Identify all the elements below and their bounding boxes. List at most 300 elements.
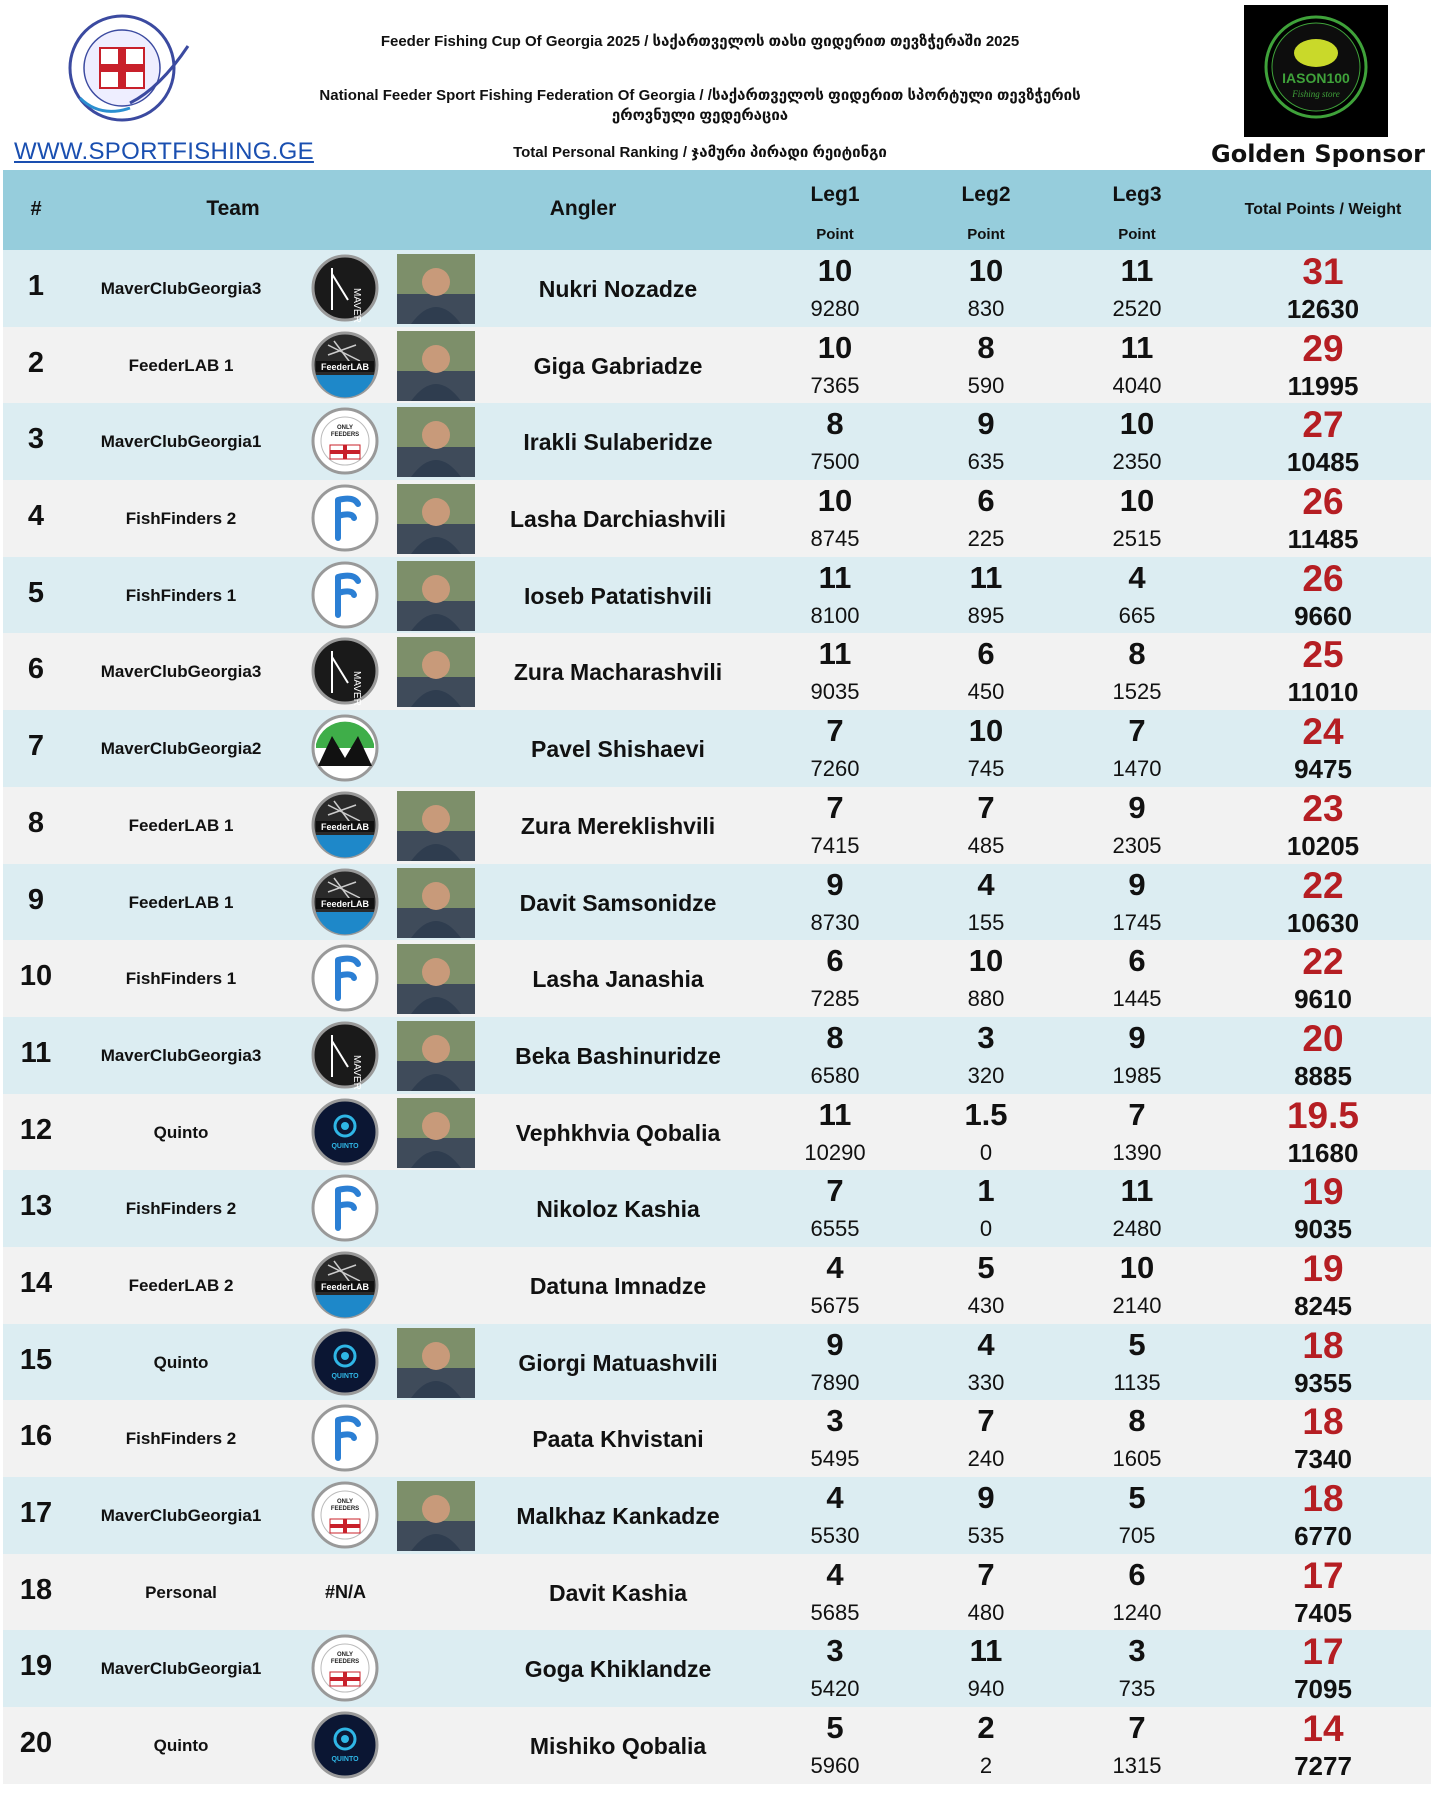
svg-text:FEEDERS: FEEDERS xyxy=(330,1506,360,1512)
maver-logo-icon xyxy=(308,637,383,706)
ranking-table xyxy=(3,170,1431,1784)
rank-cell: 7 xyxy=(27,730,45,763)
sponsor-logo-subtext: Fishing store xyxy=(1292,89,1340,99)
leg1-points: 6 xyxy=(826,943,844,979)
svg-text:FEEDERS: FEEDERS xyxy=(330,432,360,439)
total-points: 23 xyxy=(1302,787,1344,829)
quinto-logo-icon xyxy=(308,1328,383,1397)
angler-name: Zura Macharashvili xyxy=(513,659,723,686)
angler-photo xyxy=(397,1098,475,1168)
angler-name: Davit Kashia xyxy=(548,1579,688,1606)
mountain-logo-icon xyxy=(308,714,383,783)
leg2-points: 6 xyxy=(977,636,995,672)
angler-photo xyxy=(397,791,475,861)
angler-name: Mishiko Qobalia xyxy=(529,1733,707,1760)
leg1-weight: 7260 xyxy=(810,756,860,782)
angler-photo xyxy=(397,331,475,401)
leg3-points: 7 xyxy=(1128,713,1146,749)
angler-name: Lasha Janashia xyxy=(532,966,704,993)
leg3-weight: 2305 xyxy=(1112,832,1162,858)
leg2-points: 7 xyxy=(977,1403,995,1439)
total-points: 26 xyxy=(1302,557,1344,599)
rank-cell: 19 xyxy=(19,1650,53,1683)
angler-photo xyxy=(397,637,475,707)
leg2-points: 6 xyxy=(977,483,995,519)
ranking-title: Total Personal Ranking / ჯამური პირადი რეიტინგი xyxy=(513,144,887,161)
rank-cell: 11 xyxy=(20,1036,52,1069)
table-row xyxy=(3,1554,1431,1631)
leg2-weight: 590 xyxy=(967,372,1005,398)
leg3-points: 9 xyxy=(1128,789,1146,825)
total-points: 20 xyxy=(1302,1017,1344,1059)
team-name: Personal xyxy=(145,1582,217,1602)
sponsor-logo xyxy=(1244,5,1388,137)
total-weight: 10485 xyxy=(1286,447,1360,478)
leg1-points: 9 xyxy=(826,866,844,902)
leg3-weight: 1390 xyxy=(1112,1139,1162,1165)
leg3-points: 9 xyxy=(1128,866,1146,902)
table-row xyxy=(3,1707,1431,1784)
fishfinders-logo-icon xyxy=(308,484,383,553)
col-leg1-header: Leg1 xyxy=(810,183,860,206)
team-name: MaverClubGeorgia3 xyxy=(100,1045,262,1065)
total-points: 22 xyxy=(1302,864,1344,906)
table-row xyxy=(3,327,1431,404)
fishfinders-logo-icon xyxy=(308,1404,383,1473)
leg3-points: 10 xyxy=(1119,483,1155,519)
leg1-weight: 7365 xyxy=(810,372,860,398)
leg2-weight: 225 xyxy=(967,526,1005,552)
leg1-points: 4 xyxy=(826,1249,844,1285)
leg2-weight: 535 xyxy=(967,1523,1005,1548)
total-points: 27 xyxy=(1302,404,1344,446)
table-row xyxy=(3,1630,1431,1707)
leg2-weight: 830 xyxy=(967,296,1005,321)
rank-cell: 1 xyxy=(27,270,45,302)
leg3-points: 8 xyxy=(1128,636,1146,672)
leg1-points: 3 xyxy=(826,1403,844,1439)
leg3-weight: 2515 xyxy=(1112,526,1162,552)
sponsor-logo-text: IASON100 xyxy=(1282,70,1350,86)
angler-name: Nukri Nozadze xyxy=(538,276,698,302)
leg3-points: 9 xyxy=(1128,1019,1146,1055)
angler-name: Zura Mereklishvili xyxy=(520,812,716,839)
total-points: 19.5 xyxy=(1286,1094,1359,1136)
col-team-header: Team xyxy=(206,197,260,220)
total-points: 24 xyxy=(1302,711,1344,753)
leg3-weight: 1985 xyxy=(1112,1062,1162,1088)
leg2-points: 4 xyxy=(977,866,995,902)
leg1-weight: 8730 xyxy=(810,909,860,935)
angler-name: Vephkhvia Qobalia xyxy=(515,1119,721,1146)
leg3-weight: 705 xyxy=(1118,1523,1156,1548)
leg1-points: 10 xyxy=(817,483,853,519)
total-weight: 12630 xyxy=(1286,294,1360,324)
total-points: 25 xyxy=(1302,634,1344,676)
angler-name: Lasha Darchiashvili xyxy=(509,506,727,533)
table-row xyxy=(3,1477,1431,1554)
leg1-points: 8 xyxy=(826,406,844,442)
col-angler-header: Angler xyxy=(549,197,617,220)
angler-photo xyxy=(397,1328,475,1398)
feederlab-logo-icon xyxy=(308,1251,383,1320)
col-leg1-sub: Point xyxy=(816,226,854,243)
team-name: FishFinders 2 xyxy=(125,1199,237,1219)
leg2-weight: 940 xyxy=(967,1676,1005,1702)
leg2-points: 2 xyxy=(977,1710,995,1746)
fishfinders-logo-icon xyxy=(308,944,383,1013)
leg1-weight: 5495 xyxy=(810,1446,860,1472)
angler-photo xyxy=(397,484,475,554)
leg1-weight: 5675 xyxy=(810,1292,860,1318)
website-link[interactable]: WWW.SPORTFISHING.GE xyxy=(14,138,314,165)
total-points: 19 xyxy=(1302,1247,1344,1289)
svg-text:QUINTO: QUINTO xyxy=(331,1372,359,1380)
svg-text:FEEDERS: FEEDERS xyxy=(330,1659,360,1666)
team-name: MaverClubGeorgia3 xyxy=(100,662,262,682)
angler-name: Giga Gabriadze xyxy=(533,352,703,379)
table-row xyxy=(3,480,1431,557)
leg2-weight: 430 xyxy=(967,1292,1005,1318)
total-weight: 11995 xyxy=(1287,370,1359,401)
team-logo-missing: #N/A xyxy=(324,1581,366,1602)
rank-cell: 15 xyxy=(19,1343,53,1376)
rank-cell: 10 xyxy=(19,960,53,993)
leg3-weight: 1135 xyxy=(1113,1369,1161,1395)
maver-logo-icon xyxy=(308,1021,383,1090)
angler-name: Goga Khiklandze xyxy=(524,1656,712,1683)
leg3-weight: 1745 xyxy=(1112,909,1162,935)
total-weight: 11010 xyxy=(1287,677,1359,708)
team-name: FeederLAB 1 xyxy=(128,815,234,835)
total-points: 18 xyxy=(1302,1324,1344,1366)
leg1-weight: 5685 xyxy=(810,1599,860,1625)
table-row xyxy=(3,1094,1431,1171)
total-weight: 7340 xyxy=(1294,1444,1352,1475)
leg2-weight: 450 xyxy=(967,679,1005,705)
only-feeders-logo-icon xyxy=(308,1481,383,1550)
angler-name: Malkhaz Kankadze xyxy=(516,1503,720,1529)
fishfinders-logo-icon xyxy=(308,1174,383,1243)
angler-name: Beka Bashinuridze xyxy=(515,1042,721,1069)
angler-photo xyxy=(397,561,475,631)
svg-text:ONLY: ONLY xyxy=(336,1499,354,1505)
rank-cell: 20 xyxy=(19,1727,53,1760)
leg3-points: 6 xyxy=(1128,1556,1146,1592)
col-leg2-sub: Point xyxy=(967,226,1005,243)
total-points: 17 xyxy=(1302,1631,1344,1673)
col-leg3-header: Leg3 xyxy=(1112,183,1162,206)
leg1-points: 11 xyxy=(818,636,852,672)
table-header xyxy=(3,170,1431,250)
table-row xyxy=(3,250,1431,327)
leg2-weight: 0 xyxy=(979,1139,993,1165)
leg2-points: 7 xyxy=(977,789,995,825)
total-points: 31 xyxy=(1302,251,1344,292)
total-points: 19 xyxy=(1302,1171,1344,1213)
svg-text:MAVER: MAVER xyxy=(351,1054,362,1090)
leg2-weight: 330 xyxy=(967,1369,1005,1395)
leg2-points: 3 xyxy=(977,1019,995,1055)
total-weight: 11485 xyxy=(1287,524,1359,555)
leg2-points: 1 xyxy=(977,1173,995,1209)
col-total-header: Total Points / Weight xyxy=(1244,201,1402,218)
rank-cell: 2 xyxy=(27,346,45,379)
cup-title: Feeder Fishing Cup Of Georgia 2025 / საქართველოს თასი ფიდერით თევზჭერაში 2025 xyxy=(380,33,1020,50)
leg1-points: 9 xyxy=(826,1326,844,1362)
leg3-weight: 735 xyxy=(1118,1676,1156,1702)
total-weight: 9355 xyxy=(1294,1367,1352,1398)
leg2-points: 8 xyxy=(977,329,995,365)
total-weight: 11680 xyxy=(1287,1137,1359,1168)
table-row xyxy=(3,1324,1431,1401)
leg1-weight: 6580 xyxy=(810,1062,860,1088)
table-row xyxy=(3,1247,1431,1324)
leg3-weight: 1525 xyxy=(1112,679,1162,705)
total-weight: 9035 xyxy=(1294,1214,1352,1245)
federation-logo-icon xyxy=(60,8,200,133)
rank-cell: 3 xyxy=(27,423,45,456)
leg2-points: 11 xyxy=(969,559,1003,595)
leg1-points: 7 xyxy=(826,713,844,749)
angler-name: Paata Khvistani xyxy=(532,1426,704,1453)
team-name: FishFinders 1 xyxy=(125,585,237,605)
team-name: FeederLAB 2 xyxy=(128,1275,234,1295)
leg2-points: 4 xyxy=(977,1326,995,1362)
table-row xyxy=(3,1400,1431,1477)
svg-text:MAVER: MAVER xyxy=(351,288,362,323)
angler-name: Datuna Imnadze xyxy=(529,1272,707,1299)
col-leg2-header: Leg2 xyxy=(961,183,1011,206)
team-name: MaverClubGeorgia2 xyxy=(100,739,262,759)
total-weight: 10205 xyxy=(1286,830,1360,861)
leg1-points: 5 xyxy=(826,1710,844,1746)
page-header xyxy=(0,0,1434,170)
leg3-points: 3 xyxy=(1128,1633,1146,1669)
leg2-weight: 0 xyxy=(979,1216,993,1242)
col-rank-header: # xyxy=(30,198,42,220)
rank-cell: 18 xyxy=(19,1573,53,1606)
rank-cell: 13 xyxy=(19,1190,53,1223)
leg2-points: 10 xyxy=(968,253,1004,288)
leg3-points: 11 xyxy=(1120,329,1154,365)
angler-photo xyxy=(397,407,475,477)
svg-text:FeederLAB: FeederLAB xyxy=(320,821,370,832)
leg2-points: 1.5 xyxy=(964,1096,1008,1132)
angler-photo xyxy=(397,868,475,938)
leg1-weight: 7500 xyxy=(810,449,860,475)
quinto-logo-icon xyxy=(308,1711,383,1780)
table-row xyxy=(3,557,1431,634)
leg1-weight: 5530 xyxy=(810,1523,860,1548)
total-points: 18 xyxy=(1302,1478,1344,1519)
leg1-weight: 7285 xyxy=(810,986,860,1012)
leg1-points: 10 xyxy=(817,253,853,288)
only-feeders-logo-icon xyxy=(308,407,383,476)
angler-name: Ioseb Patatishvili xyxy=(524,582,712,609)
table-body xyxy=(3,250,1431,1784)
leg1-points: 4 xyxy=(826,1556,844,1592)
fishfinders-logo-icon xyxy=(308,561,383,630)
leg1-weight: 5420 xyxy=(810,1676,860,1702)
svg-text:FeederLAB: FeederLAB xyxy=(320,898,370,909)
leg3-weight: 1240 xyxy=(1112,1599,1162,1625)
leg1-points: 3 xyxy=(826,1633,844,1669)
total-weight: 8245 xyxy=(1294,1290,1352,1321)
leg2-weight: 2 xyxy=(979,1753,993,1779)
team-name: FeederLAB 1 xyxy=(128,892,234,912)
total-points: 14 xyxy=(1302,1708,1344,1750)
total-weight: 10630 xyxy=(1286,907,1360,938)
angler-name: Pavel Shishaevi xyxy=(531,736,705,763)
total-weight: 9610 xyxy=(1294,984,1352,1015)
total-weight: 7277 xyxy=(1294,1751,1352,1782)
angler-name: Irakli Sulaberidze xyxy=(523,429,713,456)
rank-cell: 9 xyxy=(27,883,45,916)
only-feeders-logo-icon xyxy=(308,1634,383,1703)
leg3-weight: 1315 xyxy=(1112,1753,1162,1779)
leg2-weight: 240 xyxy=(967,1446,1005,1472)
team-name: MaverClubGeorgia1 xyxy=(100,432,262,452)
svg-text:ONLY: ONLY xyxy=(336,1652,354,1659)
table-row xyxy=(3,1017,1431,1094)
leg3-points: 5 xyxy=(1128,1480,1146,1515)
leg1-weight: 9035 xyxy=(810,679,860,705)
maver-logo-icon xyxy=(308,254,383,323)
rank-cell: 4 xyxy=(27,500,45,533)
leg2-points: 9 xyxy=(977,406,995,442)
svg-text:QUINTO: QUINTO xyxy=(331,1142,359,1150)
rank-cell: 14 xyxy=(19,1266,53,1299)
team-name: FishFinders 2 xyxy=(125,1429,237,1449)
total-points: 18 xyxy=(1302,1401,1344,1443)
leg2-weight: 155 xyxy=(967,909,1005,935)
table-row xyxy=(3,787,1431,864)
sponsor-label: Golden Sponsor xyxy=(1211,140,1425,168)
leg2-weight: 485 xyxy=(967,832,1005,858)
leg3-weight: 665 xyxy=(1118,602,1156,628)
leg3-points: 4 xyxy=(1128,559,1146,595)
quinto-logo-icon xyxy=(308,1098,383,1167)
table-row xyxy=(3,1170,1431,1247)
rank-cell: 5 xyxy=(27,576,45,609)
leg3-weight: 1605 xyxy=(1112,1446,1162,1472)
leg3-weight: 2140 xyxy=(1112,1292,1162,1318)
total-points: 17 xyxy=(1302,1554,1344,1596)
leg3-points: 8 xyxy=(1128,1403,1146,1439)
leg2-weight: 745 xyxy=(967,756,1005,782)
leg1-weight: 8100 xyxy=(810,602,860,628)
leg1-points: 7 xyxy=(826,789,844,825)
leg3-points: 10 xyxy=(1119,406,1155,442)
leg1-points: 10 xyxy=(817,329,853,365)
leg1-points: 7 xyxy=(826,1173,844,1209)
leg2-points: 10 xyxy=(968,943,1004,979)
feederlab-logo-icon xyxy=(308,868,383,937)
total-points: 29 xyxy=(1302,327,1344,369)
leg2-weight: 895 xyxy=(967,602,1005,628)
leg1-weight: 6555 xyxy=(810,1216,860,1242)
leg3-points: 5 xyxy=(1128,1326,1146,1362)
table-row xyxy=(3,710,1431,787)
leg2-points: 9 xyxy=(977,1480,995,1515)
leg1-weight: 5960 xyxy=(810,1753,860,1779)
angler-name: Davit Samsonidze xyxy=(519,889,717,916)
leg3-weight: 2520 xyxy=(1112,296,1162,321)
svg-text:MAVER: MAVER xyxy=(351,671,362,707)
table-row xyxy=(3,403,1431,480)
leg3-points: 11 xyxy=(1120,1173,1154,1209)
angler-name: Giorgi Matuashvili xyxy=(518,1349,718,1376)
leg1-weight: 7415 xyxy=(810,832,860,858)
leg1-points: 4 xyxy=(826,1480,844,1515)
leg3-points: 11 xyxy=(1120,253,1154,288)
team-name: MaverClubGeorgia3 xyxy=(100,279,262,298)
leg3-weight: 1470 xyxy=(1112,756,1162,782)
svg-text:FeederLAB: FeederLAB xyxy=(320,361,370,372)
leg3-weight: 4040 xyxy=(1112,372,1162,398)
total-weight: 9660 xyxy=(1294,600,1352,631)
leg2-weight: 635 xyxy=(967,449,1005,475)
leg1-points: 11 xyxy=(818,1096,852,1132)
total-weight: 8885 xyxy=(1294,1060,1352,1091)
leg2-points: 11 xyxy=(969,1633,1003,1669)
feederlab-logo-icon xyxy=(308,331,383,400)
total-weight: 7095 xyxy=(1294,1674,1352,1705)
total-weight: 7405 xyxy=(1294,1597,1352,1628)
angler-photo xyxy=(397,944,475,1014)
leg1-weight: 9280 xyxy=(810,296,860,321)
svg-text:FeederLAB: FeederLAB xyxy=(320,1281,370,1292)
table-row xyxy=(3,633,1431,710)
total-points: 26 xyxy=(1302,481,1344,523)
leg3-points: 10 xyxy=(1119,1249,1155,1285)
team-name: Quinto xyxy=(153,1352,209,1372)
team-name: FishFinders 2 xyxy=(125,509,237,529)
leg3-weight: 1445 xyxy=(1112,986,1162,1012)
leg3-points: 6 xyxy=(1128,943,1146,979)
leg3-weight: 2350 xyxy=(1112,449,1162,475)
angler-name: Nikoloz Kashia xyxy=(536,1196,700,1223)
team-name: FeederLAB 1 xyxy=(128,355,234,375)
total-weight: 6770 xyxy=(1294,1521,1352,1551)
team-name: Quinto xyxy=(153,1736,209,1756)
angler-photo xyxy=(397,1021,475,1091)
team-name: Quinto xyxy=(153,1122,209,1142)
rank-cell: 8 xyxy=(27,806,45,839)
leg1-weight: 7890 xyxy=(810,1369,860,1395)
leg1-points: 8 xyxy=(826,1019,844,1055)
team-name: FishFinders 1 xyxy=(125,969,237,989)
total-points: 22 xyxy=(1302,941,1344,983)
svg-text:ONLY: ONLY xyxy=(336,425,354,432)
leg2-points: 7 xyxy=(977,1556,995,1592)
rank-cell: 12 xyxy=(19,1113,53,1146)
federation-title: National Feeder Sport Fishing Federation Of Georgia / /საქართველოს ფიდერით სპორტული თევზჭერის ეროვნული ფედერაცია xyxy=(319,87,1081,124)
leg3-points: 7 xyxy=(1128,1096,1146,1132)
feederlab-logo-icon xyxy=(308,791,383,860)
team-name: MaverClubGeorgia1 xyxy=(100,1506,262,1525)
leg2-points: 10 xyxy=(968,713,1004,749)
leg2-weight: 320 xyxy=(967,1062,1005,1088)
leg1-points: 11 xyxy=(818,559,852,595)
leg3-weight: 2480 xyxy=(1112,1216,1162,1242)
rank-cell: 6 xyxy=(27,653,45,686)
total-weight: 9475 xyxy=(1294,754,1352,785)
table-row xyxy=(3,864,1431,941)
leg3-points: 7 xyxy=(1128,1710,1146,1746)
rank-cell: 17 xyxy=(19,1497,53,1529)
